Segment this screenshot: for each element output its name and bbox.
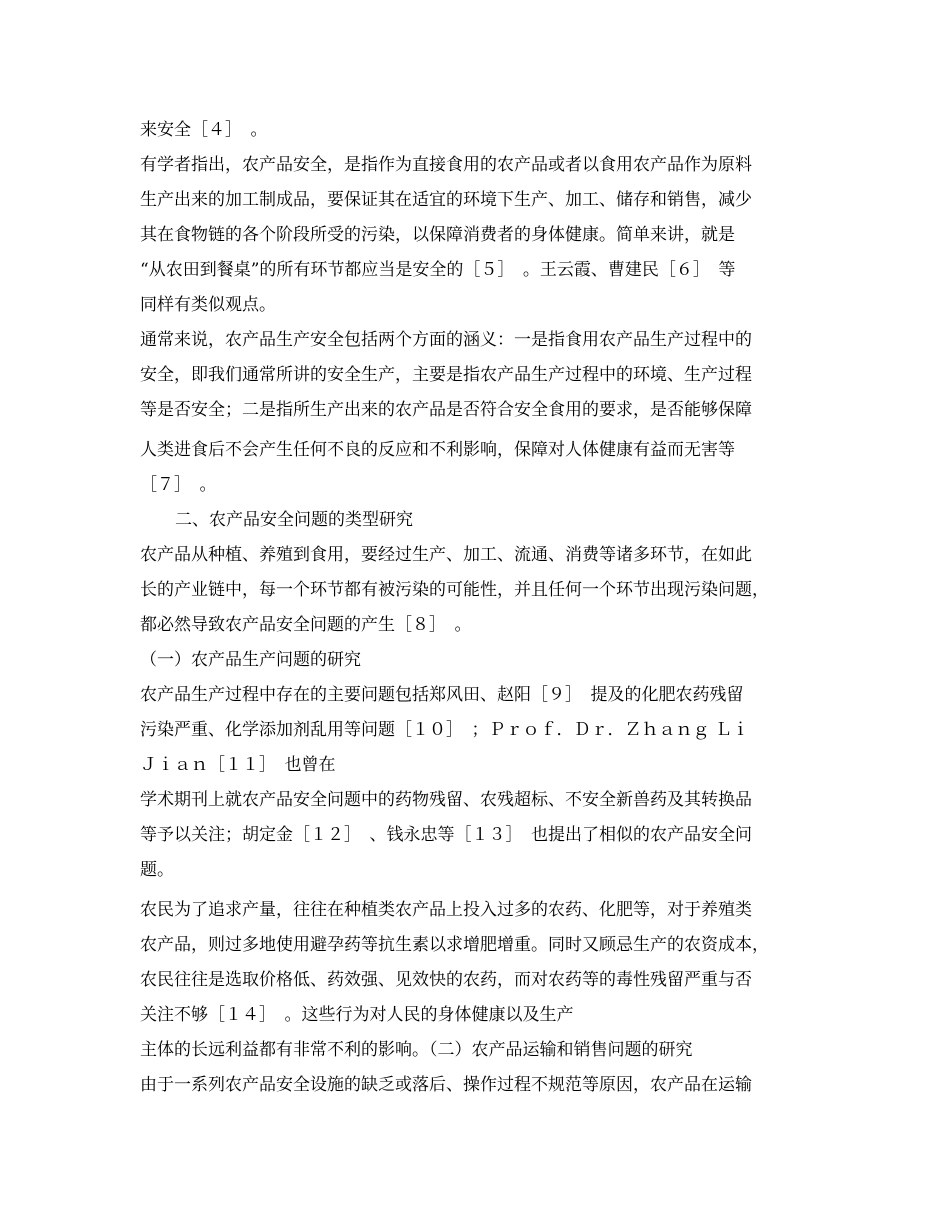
text-line: 农产品从种植、养殖到食用，要经过生产、加工、流通、消费等诸多环节，在如此 [140, 545, 752, 565]
text-line: Ｊｉａｎ［１１］ 也曾在 [140, 755, 336, 775]
text-line: 农民往往是选取价格低、药效强、见效快的农药，而对农药等的毒性残留严重与否 [140, 970, 752, 990]
text-line: 人类进食后不会产生任何不良的反应和不利影响，保障对人体健康有益而无害等 [140, 440, 735, 460]
text-line: 其在食物链的各个阶段所受的污染，以保障消费者的身体健康。简单来讲，就是 [140, 225, 735, 245]
text-line: “从农田到餐桌”的所有环节都应当是安全的［５］ 。王云霞、曹建民［６］ 等 [140, 260, 736, 280]
text-line: ［７］ 。 [140, 475, 217, 495]
text-line: 关注不够［１４］ 。这些行为对人民的身体健康以及生产 [140, 1005, 574, 1025]
text-line: 长的产业链中，每一个环节都有被污染的可能性，并且任何一个环节出现污染问题， [140, 580, 769, 600]
text-line: 由于一系列农产品安全设施的缺乏或落后、操作过程不规范等原因，农产品在运输 [140, 1075, 752, 1095]
text-line: 安全，即我们通常所讲的安全生产，主要是指农产品生产过程中的环境、生产过程 [140, 365, 752, 385]
text-line: 来安全［４］ 。 [140, 120, 268, 140]
text-line: 生产出来的加工制成品，要保证其在适宜的环境下生产、加工、储存和销售，减少 [140, 190, 752, 210]
text-line: 主体的长远利益都有非常不利的影响。（二）农产品运输和销售问题的研究 [140, 1040, 693, 1060]
text-line: 通常来说，农产品生产安全包括两个方面的涵义：一是指食用农产品生产过程中的 [140, 330, 752, 350]
text-line: 同样有类似观点。 [140, 295, 276, 315]
text-line: 农产品生产过程中存在的主要问题包括郑风田、赵阳［９］ 提及的化肥农药残留 [140, 685, 744, 705]
subsection-heading: （一）农产品生产问题的研究 [140, 650, 361, 670]
text-line: 农民为了追求产量，往往在种植类农产品上投入过多的农药、化肥等，对于养殖类 [140, 900, 752, 920]
section-heading: 二、农产品安全问题的类型研究 [175, 510, 413, 530]
text-line: 题。 [140, 860, 174, 880]
text-line: 污染严重、化学添加剂乱用等问题［１０］ ；Ｐｒｏｆ．Ｄｒ．Ｚｈａｎｇ Ｌｉ [140, 720, 749, 740]
text-line: 等是否安全；二是指所生产出来的农产品是否符合安全食用的要求，是否能够保障 [140, 400, 752, 420]
text-line: 都必然导致农产品安全问题的产生［８］ 。 [140, 615, 472, 635]
text-line: 农产品，则过多地使用避孕药等抗生素以求增肥增重。同时又顾忌生产的农资成本， [140, 935, 769, 955]
text-line: 等予以关注；胡定金［１２］ 、钱永忠等［１３］ 也提出了相似的农产品安全问 [140, 825, 752, 845]
text-line: 有学者指出，农产品安全，是指作为直接食用的农产品或者以食用农产品作为原料 [140, 155, 752, 175]
text-line: 学术期刊上就农产品安全问题中的药物残留、农残超标、不安全新兽药及其转换品 [140, 790, 752, 810]
